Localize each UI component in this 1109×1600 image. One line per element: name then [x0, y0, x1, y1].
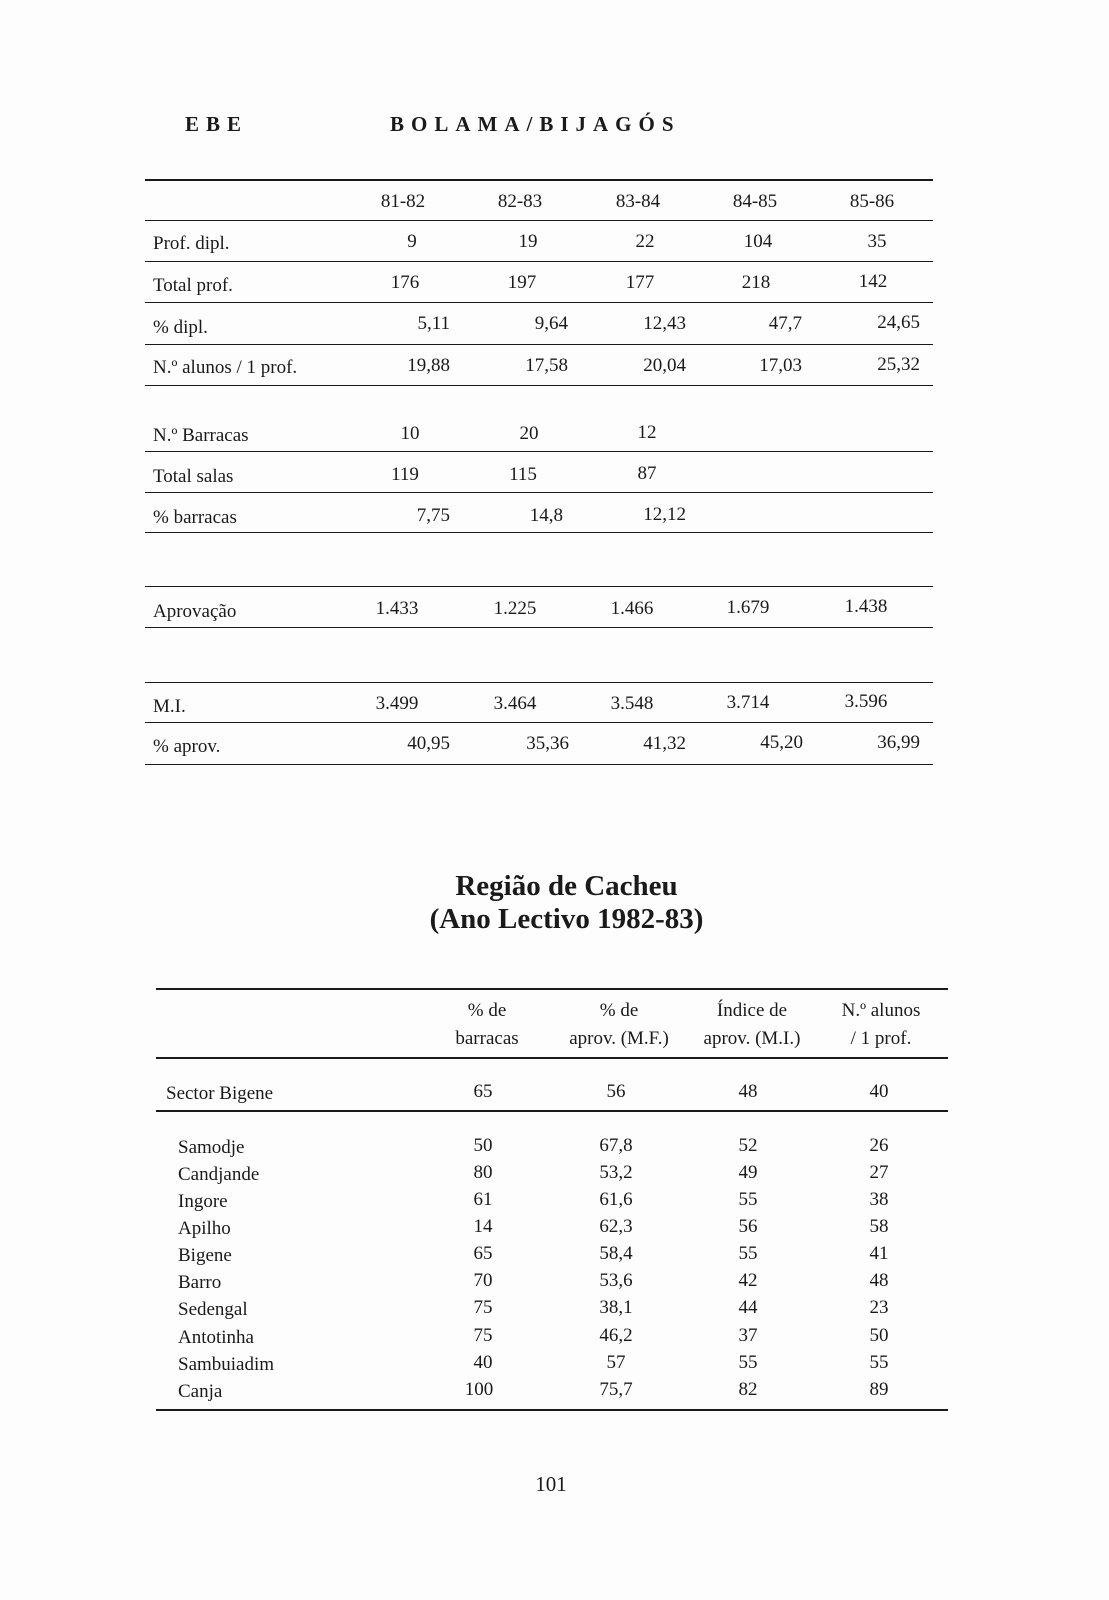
row-label: Canja: [178, 1381, 223, 1402]
cell: 9: [407, 231, 417, 252]
cell: 24,65: [877, 312, 920, 333]
cell: 65: [473, 1081, 493, 1102]
cell: 65: [473, 1243, 493, 1264]
cell: 82: [738, 1379, 758, 1400]
row-label: Ingore: [178, 1191, 228, 1212]
cell: 61: [473, 1189, 493, 1210]
cell: 27: [869, 1162, 889, 1183]
cell: 104: [743, 231, 773, 252]
cell: 52: [738, 1135, 758, 1156]
cell: 57: [606, 1352, 626, 1373]
row-label: Antotinha: [178, 1327, 254, 1348]
cell: 3.596: [844, 691, 888, 712]
row-rule: [145, 385, 933, 386]
cell: 23: [869, 1297, 889, 1318]
row-label: Sambuiadim: [178, 1354, 275, 1375]
row-label: Candjande: [178, 1164, 260, 1185]
cell: 3.464: [493, 693, 537, 714]
row-label: % aprov.: [153, 736, 221, 757]
column-header: 85-86: [849, 191, 895, 212]
row-rule: [145, 344, 933, 345]
cell: 48: [738, 1081, 758, 1102]
cell: 10: [400, 423, 420, 444]
row-rule: [145, 302, 933, 303]
row-label: Sector Bigene: [166, 1083, 274, 1104]
column-header: N.º alunos: [841, 1000, 921, 1021]
cell: 25,32: [877, 354, 920, 375]
cell: 75,7: [599, 1379, 633, 1400]
running-header-title: BOLAMA/BIJAGÓS: [390, 112, 681, 136]
column-header: aprov. (M.I.): [703, 1028, 801, 1049]
cell: 35: [867, 231, 887, 252]
cell: 50: [869, 1325, 889, 1346]
cell: 115: [509, 464, 537, 485]
cell: 55: [869, 1352, 889, 1373]
cell: 26: [869, 1135, 889, 1156]
cell: 53,2: [599, 1162, 633, 1183]
cell: 48: [869, 1270, 889, 1291]
cell: 49: [738, 1162, 758, 1183]
column-header: aprov. (M.F.): [569, 1028, 669, 1049]
cell: 119: [391, 464, 419, 485]
cell: 45,20: [760, 732, 803, 753]
cell: 176: [390, 272, 420, 293]
cell: 35,36: [526, 733, 569, 754]
cell: 38,1: [599, 1297, 633, 1318]
cell: 80: [473, 1162, 493, 1183]
row-rule: [145, 586, 933, 587]
row-label: N.º Barracas: [153, 425, 249, 446]
row-label: Bigene: [178, 1245, 232, 1266]
cell: 89: [869, 1379, 889, 1400]
cell: 40: [869, 1081, 889, 1102]
cell: 218: [741, 272, 771, 293]
cell: 55: [738, 1189, 758, 1210]
column-header: 81-82: [380, 191, 426, 212]
cell: 177: [625, 272, 655, 293]
cell: 41: [869, 1243, 889, 1264]
column-header: 84-85: [732, 191, 778, 212]
row-label: Total prof.: [153, 275, 233, 296]
cell: 56: [606, 1081, 626, 1102]
cell: 58: [869, 1216, 889, 1237]
cell: 14: [473, 1216, 493, 1237]
section-title: Região de Cacheu: [455, 870, 678, 902]
cell: 87: [637, 463, 657, 484]
row-rule: [145, 220, 933, 221]
row-label: N.º alunos / 1 prof.: [153, 357, 298, 378]
column-header: % de: [599, 1000, 639, 1021]
row-label: Apilho: [178, 1218, 231, 1239]
row-label: Barro: [178, 1272, 222, 1293]
row-label: Samodje: [178, 1137, 245, 1158]
cell: 44: [738, 1297, 758, 1318]
cell: 17,58: [525, 355, 568, 376]
row-label: Total salas: [153, 466, 234, 487]
cell: 20: [519, 423, 539, 444]
cell: 14,8: [529, 505, 563, 526]
row-rule: [145, 722, 933, 723]
cell: 62,3: [599, 1216, 633, 1237]
cell: 50: [473, 1135, 493, 1156]
column-header: / 1 prof.: [850, 1028, 912, 1049]
cell: 1.438: [844, 596, 888, 617]
cell: 1.225: [493, 598, 537, 619]
column-header: 83-84: [615, 191, 661, 212]
cell: 197: [507, 272, 537, 293]
row-label: % dipl.: [153, 317, 208, 338]
cell: 12: [637, 422, 657, 443]
row-rule: [145, 492, 933, 493]
page-number: 101: [535, 1472, 567, 1496]
cell: 20,04: [643, 355, 686, 376]
column-header: barracas: [455, 1028, 519, 1049]
row-rule: [145, 764, 933, 765]
row-rule: [145, 682, 933, 683]
column-header: 82-83: [497, 191, 543, 212]
cell: 75: [473, 1325, 493, 1346]
cell: 1.466: [610, 598, 654, 619]
cell: 42: [738, 1270, 758, 1291]
cell: 17,03: [759, 355, 802, 376]
table-top-rule: [145, 179, 933, 181]
cell: 56: [738, 1216, 758, 1237]
table-top-rule: [156, 988, 948, 990]
cell: 1.679: [726, 597, 770, 618]
cell: 3.499: [375, 693, 419, 714]
cell: 9,64: [534, 313, 568, 334]
cell: 40: [473, 1352, 493, 1373]
cell: 67,8: [599, 1135, 633, 1156]
row-rule: [145, 261, 933, 262]
row-label: % barracas: [153, 507, 237, 528]
cell: 41,32: [643, 733, 686, 754]
cell: 37: [738, 1325, 758, 1346]
cell: 12,43: [643, 313, 686, 334]
row-label: Aprovação: [153, 601, 237, 622]
cell: 5,11: [417, 313, 450, 334]
row-rule: [156, 1110, 948, 1112]
row-rule: [156, 1057, 948, 1059]
cell: 53,6: [599, 1270, 633, 1291]
cell: 19: [518, 231, 538, 252]
cell: 38: [869, 1189, 889, 1210]
cell: 22: [635, 231, 655, 252]
cell: 36,99: [877, 732, 920, 753]
running-header-left: EBE: [185, 112, 249, 136]
cell: 3.714: [726, 692, 770, 713]
cell: 7,75: [416, 505, 450, 526]
row-label: Prof. dipl.: [153, 233, 230, 254]
row-rule: [145, 451, 933, 452]
row-label: Sedengal: [178, 1299, 248, 1320]
cell: 142: [858, 271, 888, 292]
cell: 46,2: [599, 1325, 633, 1346]
cell: 70: [473, 1270, 493, 1291]
cell: 55: [738, 1352, 758, 1373]
section-subtitle: (Ano Lectivo 1982-83): [429, 903, 704, 935]
column-header: % de: [467, 1000, 507, 1021]
cell: 47,7: [768, 313, 802, 334]
row-rule: [145, 532, 933, 533]
cell: 40,95: [407, 733, 450, 754]
column-header: Índice de: [716, 1000, 788, 1021]
cell: 55: [738, 1243, 758, 1264]
cell: 12,12: [643, 504, 686, 525]
row-label: M.I.: [153, 696, 186, 717]
cell: 61,6: [599, 1189, 633, 1210]
row-rule: [145, 627, 933, 628]
cell: 19,88: [407, 355, 450, 376]
cell: 58,4: [599, 1243, 633, 1264]
cell: 75: [473, 1297, 493, 1318]
cell: 100: [464, 1379, 494, 1400]
cell: 3.548: [610, 693, 654, 714]
table-bottom-rule: [156, 1409, 948, 1411]
cell: 1.433: [375, 598, 419, 619]
